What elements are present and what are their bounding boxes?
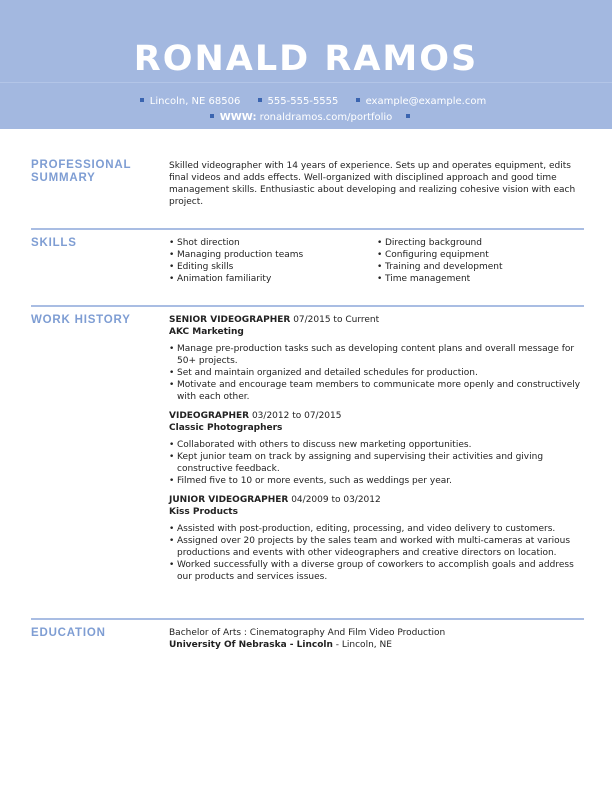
skill-item: • Configuring equipment — [377, 249, 582, 261]
work-history-content — [169, 314, 584, 590]
job-dates: 04/2009 to 03/2012 — [291, 495, 381, 505]
job-entry — [169, 314, 584, 403]
job-dates: 03/2012 to 07/2015 — [251, 411, 342, 421]
education-school-line — [169, 639, 584, 651]
job-company: AKC Marketing — [169, 327, 244, 337]
website-link[interactable]: ronaldramos.com/portfolio — [259, 112, 393, 123]
job-bullets — [169, 523, 584, 583]
education-degree: Bachelor of Arts : Cinematography And Film Video Production — [169, 628, 446, 638]
skill-item: • Training and development — [377, 261, 582, 273]
contact-row-primary — [0, 96, 612, 108]
section-divider — [31, 228, 584, 230]
section-label-skills: SKILLS — [31, 237, 77, 249]
job-header — [169, 410, 584, 422]
job-title: JUNIOR VIDEOGRAPHER — [169, 495, 289, 505]
section-divider — [31, 618, 584, 620]
skills-list-left — [169, 237, 374, 285]
education-school: University Of Nebraska - Lincoln — [169, 640, 333, 650]
job-entry — [169, 494, 584, 583]
bullet-square-icon — [406, 114, 410, 118]
candidate-name: RONALD RAMOS — [133, 39, 479, 79]
contact-location: Lincoln, NE 68506 — [149, 96, 241, 107]
section-label-education: EDUCATION — [31, 627, 106, 639]
skills-list-right — [377, 237, 582, 285]
website-label: WWW: — [219, 112, 257, 123]
summary-text: Skilled videographer with 14 years of experience. Sets up and operates equipment, edits final videos and adds effects. Well-organized with disciplined approach and good time management skills. Enthusiastic about developing and realizing cohesive vision with each project. — [169, 161, 576, 207]
skill-item: • Directing background — [377, 237, 582, 249]
education-location: - Lincoln, NE — [335, 640, 392, 650]
section-label-work-history: WORK HISTORY — [31, 314, 131, 326]
section-label-summary — [31, 159, 151, 185]
job-header — [169, 314, 584, 326]
job-bullet: • Collaborated with others to discuss new marketing opportunities. — [169, 439, 584, 451]
job-bullet: • Manage pre-production tasks such as developing content plans and overall message for 50+ projects. — [169, 343, 584, 367]
contact-row-website — [0, 112, 612, 124]
job-bullet: • Worked successfully with a diverse group of coworkers to accomplish goals and address our products and services issues. — [169, 559, 584, 583]
job-header — [169, 494, 584, 506]
skill-item: • Animation familiarity — [169, 273, 374, 285]
job-bullets — [169, 343, 584, 403]
summary-content — [169, 160, 584, 208]
job-bullet: • Assisted with post-production, editing, processing, and video delivery to customers. — [169, 523, 584, 535]
bullet-square-icon — [356, 98, 360, 102]
job-dates: 07/2015 to Current — [293, 315, 380, 325]
job-company: Classic Photographers — [169, 423, 283, 433]
summary-label-line2: SUMMARY — [31, 172, 96, 184]
bullet-square-icon — [258, 98, 262, 102]
job-entry — [169, 410, 584, 487]
contact-email[interactable]: example@example.com — [365, 96, 487, 107]
job-title: VIDEOGRAPHER — [169, 411, 250, 421]
job-company: Kiss Products — [169, 507, 238, 517]
contact-phone: 555-555-5555 — [267, 96, 339, 107]
summary-label-line1: PROFESSIONAL — [31, 159, 132, 171]
job-bullet: • Kept junior team on track by assigning and supervising their activities and giving constructive feedback. — [169, 451, 584, 475]
job-bullet: • Filmed five to 10 or more events, such as weddings per year. — [169, 475, 584, 487]
job-bullet: • Motivate and encourage team members to communicate more openly and constructively with each other. — [169, 379, 584, 403]
job-bullet: • Assigned over 20 projects by the sales team and worked with multi-cameras at various productions and events with other videographers and creative directors on location. — [169, 535, 584, 559]
bullet-square-icon — [140, 98, 144, 102]
skill-item: • Time management — [377, 273, 582, 285]
bullet-square-icon — [210, 114, 214, 118]
job-bullets — [169, 439, 584, 487]
skill-item: • Managing production teams — [169, 249, 374, 261]
section-divider — [31, 305, 584, 307]
resume-header — [0, 0, 612, 129]
job-bullet: • Set and maintain organized and detailed schedules for production. — [169, 367, 584, 379]
skill-item: • Shot direction — [169, 237, 374, 249]
job-title: SENIOR VIDEOGRAPHER — [169, 315, 291, 325]
education-content — [169, 627, 584, 651]
skill-item: • Editing skills — [169, 261, 374, 273]
